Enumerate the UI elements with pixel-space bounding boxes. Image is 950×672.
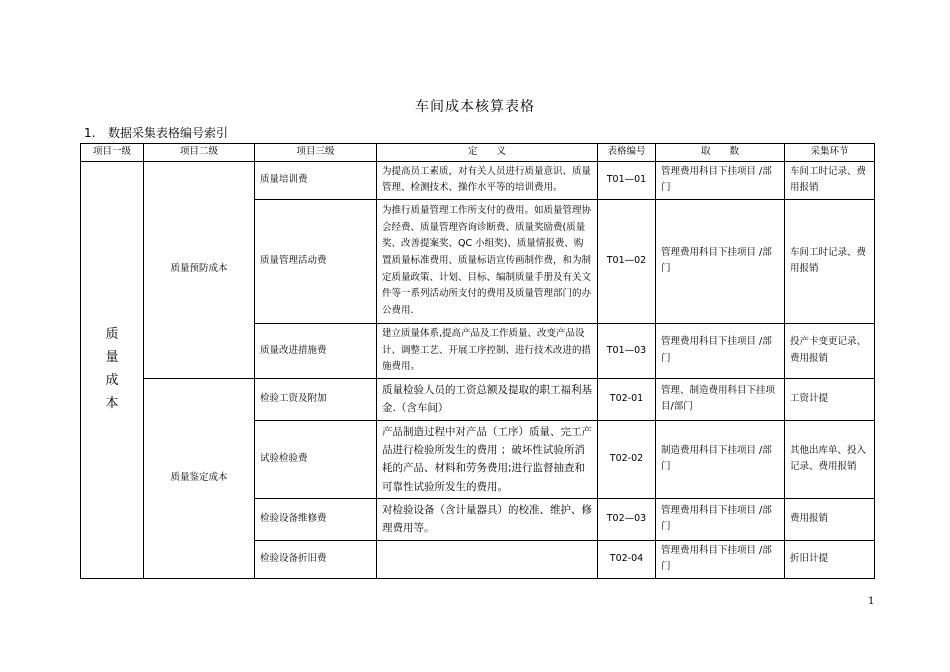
table-row (81, 378, 875, 420)
item-cell: 检验设备折旧费 (255, 540, 377, 578)
source-cell: 管理费用科目下挂项目 /部门 (656, 499, 785, 541)
collect-cell: 投产卡变更记录、费用报销 (785, 323, 875, 378)
header-level2: 项目二级 (144, 144, 255, 162)
source-cell: 管理费用科目下挂项目 /部门 (656, 323, 785, 378)
item-cell: 检验设备维修费 (255, 499, 377, 541)
group-cell: 质量鉴定成本 (144, 378, 255, 578)
document-title: 车间成本核算表格 (415, 99, 535, 115)
header-level1: 项目一级 (81, 144, 144, 162)
collect-cell: 其他出库单、投入记录、费用报销 (785, 420, 875, 499)
section-title: 数据采集表格编号索引 (108, 126, 229, 140)
table-row (81, 161, 875, 199)
definition-cell: 对检验设备（含计量器具）的校准、维护、修理费用等。 (377, 499, 598, 541)
definition-cell: 质量检验人员的工资总额及提取的职工福利基金.（含车间） (377, 378, 598, 420)
definition-cell: 为推行质量管理工作所支付的费用。如质量管理协会经费、质量管理咨询诊断费、质量奖励费(质量奖、改善提案奖、QC 小组奖)、质量情报费、购置质量标准费用、质量标语宣传画制作费，和为制定质量政策、计划、目标、编制质量手册及有关文件等一系列活动所支付的费用及质量管理部门的办公费用. (377, 199, 598, 323)
item-cell: 试验检验费 (255, 420, 377, 499)
collect-cell: 折旧计提 (785, 540, 875, 578)
level1-cell (81, 161, 144, 578)
collect-cell: 费用报销 (785, 499, 875, 541)
section-heading (84, 124, 228, 141)
code-cell: T02-01 (598, 378, 656, 420)
header-row (81, 144, 875, 162)
code-cell: T01—02 (598, 199, 656, 323)
header-code: 表格编号 (598, 144, 656, 162)
item-cell: 检验工资及附加 (255, 378, 377, 420)
code-cell: T02-04 (598, 540, 656, 578)
code-cell: T01—03 (598, 323, 656, 378)
collect-cell: 工资计提 (785, 378, 875, 420)
definition-cell (377, 540, 598, 578)
definition-cell: 为提高员工素质，对有关人员进行质量意识、质量管理、检测技术、操作水平等的培训费用。 (377, 161, 598, 199)
group-cell: 质量预防成本 (144, 161, 255, 378)
collect-cell: 车间工时记录、费用报销 (785, 161, 875, 199)
definition-cell: 产品制造过程中对产品（工序）质量、完工产品进行检验所发生的费用 ；破坏性试验所消耗的产品、材料和劳务费用;进行监督抽查和可靠性试验所发生的费用。 (377, 420, 598, 499)
code-cell: T01—01 (598, 161, 656, 199)
item-cell: 质量培训费 (255, 161, 377, 199)
header-source: 取 数 (656, 144, 785, 162)
page-number: 1 (868, 596, 875, 607)
level1-char: 本 (105, 395, 119, 411)
header-level3: 项目三级 (255, 144, 377, 162)
header-definition: 定 义 (377, 144, 598, 162)
level1-label (86, 324, 138, 415)
cost-index-table (80, 143, 875, 579)
source-cell: 管理费用科目下挂项目 /部门 (656, 540, 785, 578)
code-cell: T02—03 (598, 499, 656, 541)
section-number: 1. (84, 126, 96, 140)
level1-char: 成 (105, 372, 119, 388)
source-cell: 管理费用科目下挂项目 /部门 (656, 199, 785, 323)
level1-char: 质 (105, 327, 119, 343)
source-cell: 管理费用科目下挂项目 /部门 (656, 161, 785, 199)
source-cell: 制造费用科目下挂项目 /部门 (656, 420, 785, 499)
header-collect: 采集环节 (785, 144, 875, 162)
item-cell: 质量改进措施费 (255, 323, 377, 378)
level1-char: 量 (105, 350, 119, 366)
collect-cell: 车间工时记录、费用报销 (785, 199, 875, 323)
item-cell: 质量管理活动费 (255, 199, 377, 323)
source-cell: 管理、制造费用科目下挂项目/部门 (656, 378, 785, 420)
code-cell: T02-02 (598, 420, 656, 499)
definition-cell: 建立质量体系,提高产品及工作质量、改变产品设计、调整工艺、开展工序控制、进行技术改进的措施费用。 (377, 323, 598, 378)
